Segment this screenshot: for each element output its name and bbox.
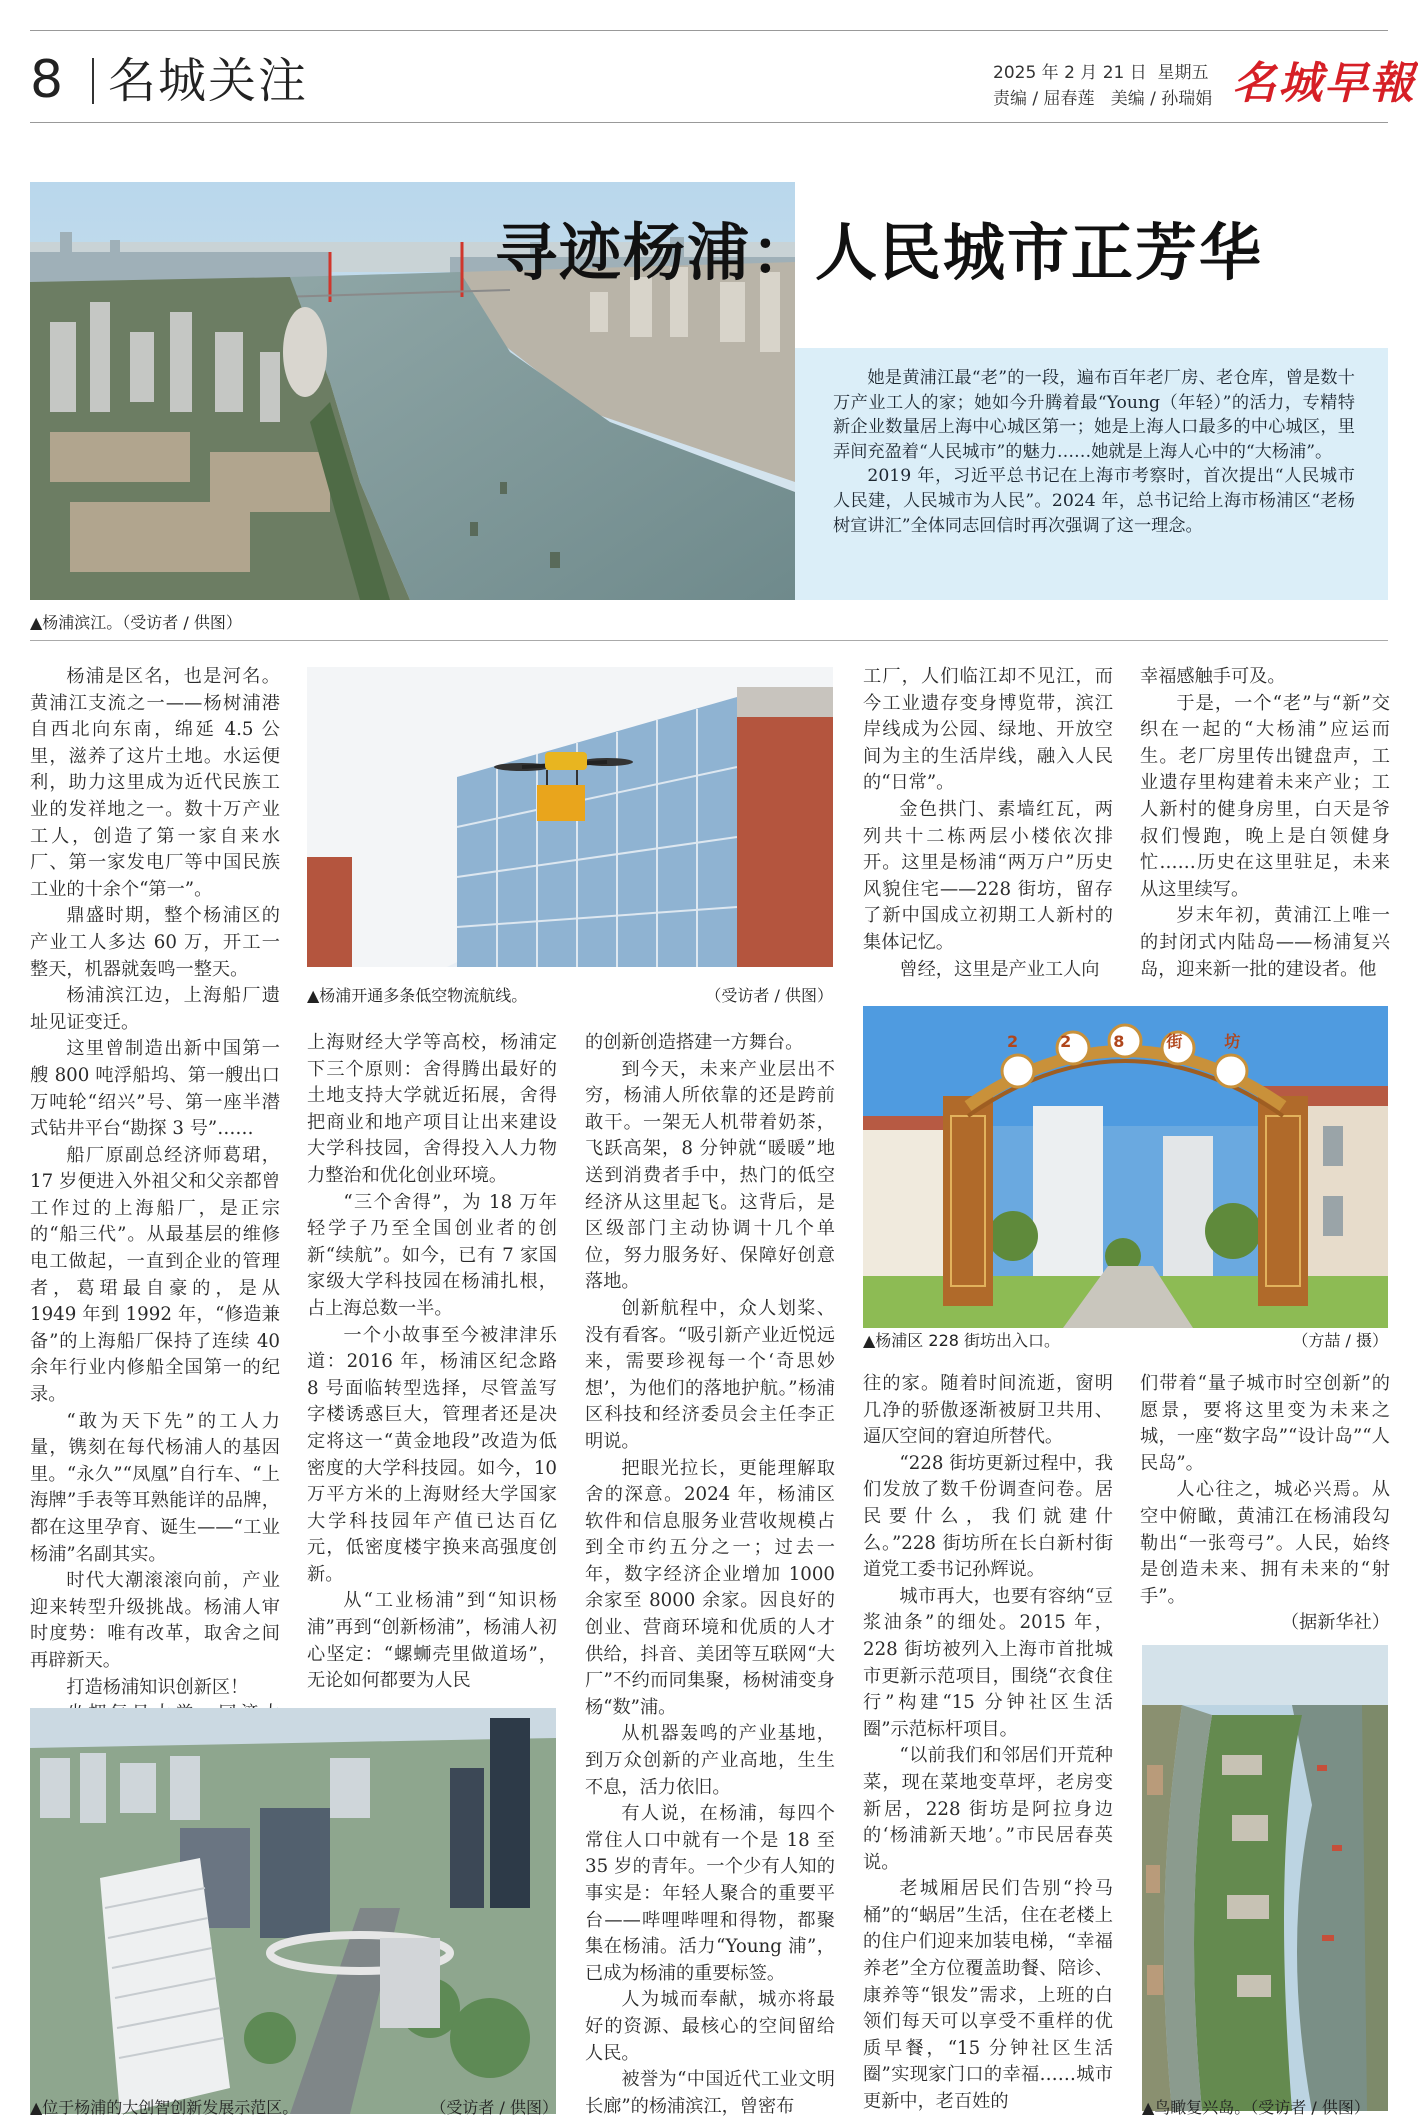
drone-delivery-photo (307, 667, 833, 967)
paragraph: 往的家。随着时间流逝，窗明几净的骄傲逐渐被厨卫共用、逼仄空间的窘迫所替代。 (863, 1373, 1113, 1448)
photo-caption: ▲杨浦区 228 街坊出入口。 (863, 1331, 1061, 1350)
paragraph: 人为城而奉献，城亦将最好的资源、最核心的空间留给人民。 (585, 1989, 835, 2064)
innovation-district-photo (30, 1708, 556, 2114)
photo-credit: （受访者 / 供图） (430, 2098, 558, 2117)
article-column-5 (1140, 664, 1390, 983)
article-column-3 (585, 1030, 835, 2120)
photo-caption: ▲位于杨浦的大创智创新发展示范区。 (30, 2098, 299, 2117)
lead-paragraph: 她是黄浦江最“老”的一段，遍布百年老厂房、老仓库，曾是数十万产业工人的家；她如今升腾着最“Young（年轻）”的活力，专精特新企业数量居上海中心城区第一；她是上海人口最多的中心城区，里弄间充盈着“人民城市”的魅力……她就是上海人心中的“大杨浦”。 (833, 368, 1355, 462)
paragraph: 们带着“量子城市时空创新”的愿景，要将这里变为未来之城，一座“数字岛”“设计岛”“人民岛”。 (1140, 1373, 1390, 1474)
paragraph: 创新航程中，众人划桨、没有看客。“吸引新产业近悦远来，需要珍视每一个‘奇思妙想’，为他们的落地护航。”杨浦区科技和经济委员会主任李正明说。 (585, 1297, 835, 1452)
article-column-4-lower (863, 1371, 1113, 2116)
paragraph: “三个舍得”，为 18 万年轻学子乃至全国创业者的创新“续航”。如今，已有 7 家国家级大学科技园在杨浦扎根，占上海总数一半。 (307, 1191, 557, 1319)
paragraph: 老城厢居民们告别“拎马桶”的“蜗居”生活，住在老楼上的住户们迎来加装电梯，“幸福养老”全方位覆盖助餐、陪诊、康养等“银发”需求，上班的白领们每天可以享受不重样的优质早餐，“15 分钟社区生活圈”实现家门口的幸福……城市更新中，老百姓的 (863, 1878, 1113, 2113)
paragraph: 杨浦是区名，也是河名。黄浦江支流之一——杨树浦港自西北向东南，绵延 4.5 公里，滋养了这片土地。水运便利，助力这里成为近代民族工业的发祥地之一。数十万产业工人，创造了第一家自来水厂、第一家发电厂等中国民族工业的十余个“第一”。 (30, 666, 280, 900)
paragraph: 这里曾制造出新中国第一艘 800 吨浮船坞、第一艘出口万吨轮“绍兴”号、第一座半潜式钻井平台“勘探 3 号”…… (30, 1038, 280, 1140)
paragraph: 金色拱门、素墙红瓦，两列共十二栋两层小楼依次排开。这里是杨浦“两万户”历史风貌住宅——228 街坊，留存了新中国成立初期工人新村的集体记忆。 (863, 798, 1113, 953)
paragraph: 上海财经大学等高校，杨浦定下三个原则：舍得腾出最好的土地支持大学就近拓展，舍得把商业和地产项目让出来建设大学科技园，舍得投入人力物力整治和优化创业环境。 (307, 1032, 557, 1186)
paragraph: 幸福感触手可及。 (1140, 666, 1286, 687)
paragraph: 从“工业杨浦”到“知识杨浦”再到“创新杨浦”，杨浦人初心坚定：“螺蛳壳里做道场”，无论如何都要为人民 (307, 1590, 557, 1692)
photo-credit: （方喆 / 摄） (1292, 1331, 1388, 1350)
gate-228-photo (863, 1006, 1388, 1328)
paragraph: 的创新创造搭建一方舞台。 (585, 1032, 804, 1053)
paragraph: “敢为天下先”的工人力量，镌刻在每代杨浦人的基因里。“永久”“凤凰”自行车、“上海牌”手表等耳熟能详的品牌，都在这里孕育、诞生——“工业杨浦”名副其实。 (30, 1410, 280, 1565)
paragraph: 被誉为“中国近代工业文明长廊”的杨浦滨江，曾密布 (585, 2069, 835, 2117)
paragraph: 曾经，这里是产业工人向 (899, 958, 1100, 980)
paragraph: 有人说，在杨浦，每四个常住人口中就有一个是 18 至 35 岁的青年。一个少有人知的事实是：年轻人聚合的重要平台——哔哩哔哩和得物，都聚集在杨浦。活力“Young 浦”，已成为杨浦的重要标签。 (585, 1803, 835, 1984)
photo-credit: （受访者 / 供图） (705, 986, 833, 1005)
header-divider (92, 58, 94, 104)
paragraph: 岁末年初，黄浦江上唯一的封闭式内陆岛——杨浦复兴岛，迎来新一批的建设者。他 (1140, 905, 1390, 980)
editors: 责编 / 屈春莲 美编 / 孙瑞娟 (993, 89, 1213, 109)
paragraph: 城市再大，也要有容纳“豆浆油条”的细处。2015 年，228 街坊被列入上海市首批城市更新示范项目，围绕“衣食住行”构建“15 分钟社区生活圈”示范标杆项目。 (863, 1585, 1113, 1740)
paragraph: 船厂原副总经济师葛珺，17 岁便进入外祖父和父亲都曾工作过的上海船厂，是正宗的“船三代”。从最基层的维修电工做起，一直到企业的管理者，葛珺最自豪的，是从 1949 年到 1992 年，“修造兼备”的上海船厂保持了连续 40 余年行业内修船全国第一的纪录。 (30, 1144, 280, 1406)
article-column-5-lower (1140, 1371, 1390, 1637)
paragraph: 人心往之，城必兴焉。从空中俯瞰，黄浦江在杨浦段勾勒出“一张弯弓”。人民，始终是创造未来、拥有未来的“射手”。 (1140, 1479, 1390, 1607)
paragraph: “228 街坊更新过程中，我们发放了数千份调查问卷。居民要什么，我们就建什么。”228 街坊所在长白新村街道党工委书记孙辉说。 (863, 1452, 1113, 1581)
lead-paragraph: 2019 年，习近平总书记在上海市考察时，首次提出“人民城市人民建，人民城市为人民”。2024 年，总书记给上海市杨浦区“老杨树宣讲汇”全体同志回信时再次强调了这一理念。 (833, 466, 1355, 536)
paragraph: 到今天，未来产业层出不穷，杨浦人所依靠的还是跨前敢干。一架无人机带着奶茶，飞跃高架，8 分钟就“暖暖”地送到消费者手中，热门的低空经济从这里起飞。这背后，是区级部门主动协调十几个单位，努力服务好、保障好创意落地。 (585, 1058, 835, 1293)
photo-caption: ▲杨浦开通多条低空物流航线。 (307, 986, 528, 1005)
paragraph: 打造杨浦知识创新区！ (66, 1676, 249, 1698)
masthead-logo: 名城早報 (1232, 58, 1416, 109)
paragraph: 从机器轰鸣的产业基地，到万众创新的产业高地，生生不息，活力依旧。 (585, 1723, 835, 1798)
article-column-1 (30, 664, 280, 1754)
headline: 寻迹杨浦：人民城市正芳华 (495, 216, 1264, 289)
article-column-2 (307, 1030, 557, 1695)
gate-sign-text: 228街坊 (1007, 1032, 1283, 1051)
section-title: 名城关注 (108, 53, 309, 109)
paragraph: 鼎盛时期，整个杨浦区的产业工人多达 60 万，开工一整天，机器就轰鸣一整天。 (30, 905, 280, 980)
source-credit: （据新华社） (1280, 1612, 1390, 1634)
photo-caption: ▲鸟瞰复兴岛。（受访者 / 供图） (1142, 2098, 1370, 2117)
paragraph: 一个小故事至今被津津乐道：2016 年，杨浦区纪念路 8 号面临转型选择，尽管盖写字楼诱惑巨大，管理者还是决定将这一“黄金地段”改造为低密度的大学科技园。如今，10 万平方米的上海财经大学国家大学科技园年产值已达百亿元，低密度楼宇换来高强度创新。 (307, 1324, 557, 1585)
paragraph: 于是，一个“老”与“新”交织在一起的“大杨浦”应运而生。老厂房里传出键盘声，工业遗存里构建着未来产业；工人新村的健身房里，白天是爷叔们慢跑，晚上是白领健身忙……历史在这里驻足，未来从这里续写。 (1140, 692, 1390, 900)
page-number: 8 (30, 50, 64, 110)
paragraph: 杨浦滨江边，上海船厂遗址见证变迁。 (30, 985, 280, 1033)
paragraph: 工厂，人们临江却不见江，而今工业遗存变身博览带，滨江岸线成为公园、绿地、开放空间为主的生活岸线，融入人民的“日常”。 (863, 666, 1113, 794)
issue-date: 2025 年 2 月 21 日 星期五 (993, 63, 1209, 83)
article-column-4 (863, 664, 1113, 983)
paragraph: 时代大潮滚滚向前，产业迎来转型升级挑战。杨浦人审时度势：唯有改革，取舍之间再辟新天。 (30, 1570, 280, 1671)
paragraph: “以前我们和邻居们开荒种菜，现在菜地变草坪，老房变新居，228 街坊是阿拉身边的‘杨浦新天地’。”市民居春英说。 (863, 1745, 1113, 1873)
photo-caption: ▲杨浦滨江。（受访者 / 供图） (30, 613, 242, 632)
paragraph: 把眼光拉长，更能理解取舍的深意。2024 年，杨浦区软件和信息服务业营收规模占到全市约五分之一；过去一年，数字经济企业增加 1000 余家至 8000 余家。因良好的创业、营商环境和优质的人才供给，抖音、美团等互联网“大厂”不约而同集聚，杨树浦变身杨“数”浦。 (585, 1457, 835, 1718)
lead-text (833, 366, 1355, 538)
fuxing-island-photo (1142, 1645, 1388, 2111)
